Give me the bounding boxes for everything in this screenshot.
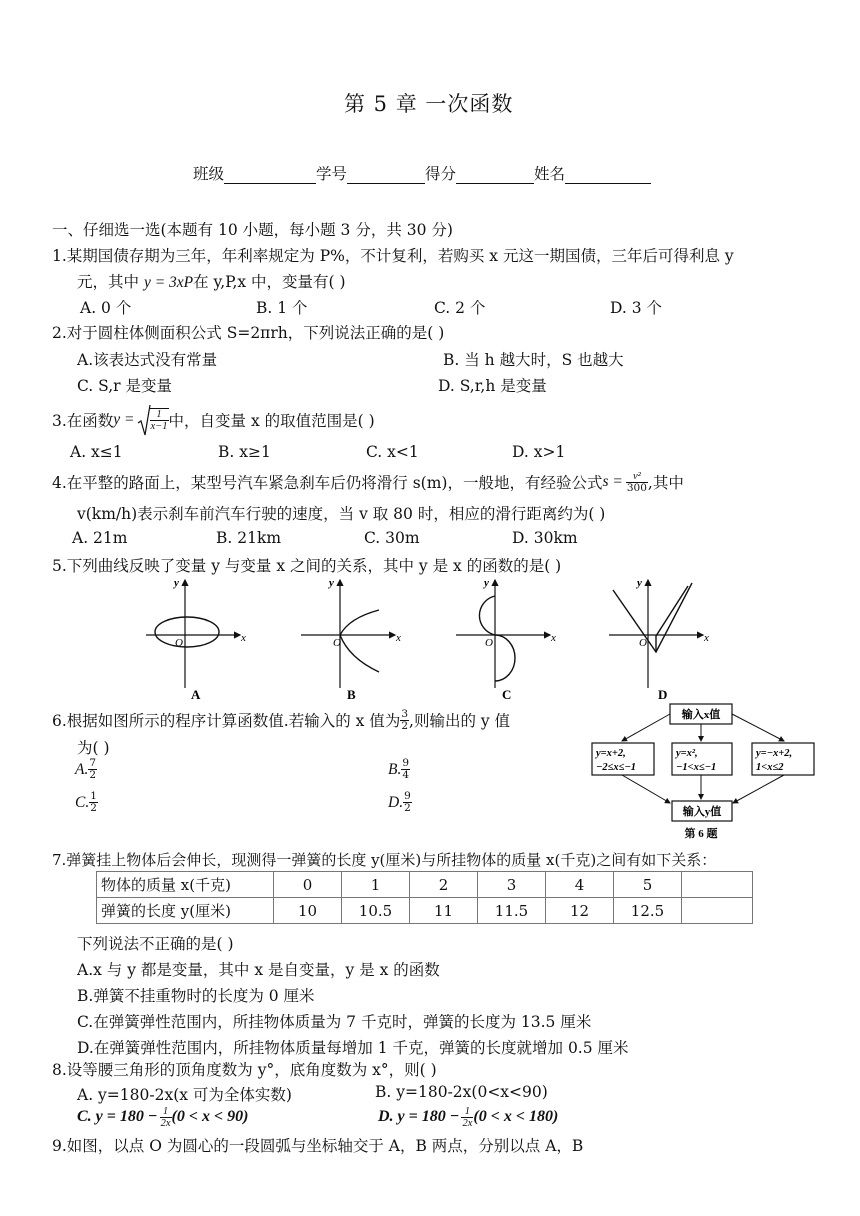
q3-text-a: 3.在函数 <box>52 412 114 430</box>
q8-option-d[interactable] <box>378 1102 558 1132</box>
q4-fraction <box>626 471 648 494</box>
q6-option-b[interactable] <box>388 758 410 781</box>
q5-graph-b[interactable] <box>295 574 410 702</box>
q6-opt-c-den: 2 <box>90 802 97 814</box>
q1-text-a: 元，其中 <box>77 273 144 291</box>
q2-option-d[interactable]: D. S,r,h 是变量 <box>438 377 547 395</box>
q1-line1: 1.某期国债存期为三年，年利率规定为 P%，不计复利，若购买 x 元这一期国债，三年后可得利息 y <box>52 247 734 265</box>
flow-caption: 第 6 题 <box>684 828 718 840</box>
id-blank[interactable] <box>347 167 425 184</box>
q3-stem <box>52 400 375 440</box>
table-cell <box>682 898 753 924</box>
q8-opt-c-frac <box>160 1106 172 1129</box>
q6-opt-a-label: A. <box>75 760 89 778</box>
name-blank[interactable] <box>565 167 651 184</box>
q6-opt-b-den: 4 <box>402 769 410 781</box>
q5-d-origin: O <box>639 637 647 649</box>
q5-a-yaxis-label: y <box>174 577 179 589</box>
q6-opt-c-num: 1 <box>90 790 97 802</box>
q6-input-fraction <box>400 709 409 732</box>
q5-stem: 5.下列曲线反映了变量 y 与变量 x 之间的关系，其中 y 是 x 的函数的是( ) <box>52 557 562 575</box>
q6-opt-d-frac <box>403 791 412 814</box>
table-cell: 12 <box>546 898 614 924</box>
q6-text-b: ,则输出的 y 值 <box>409 712 511 730</box>
q6-line2: 为( ) <box>77 739 110 757</box>
sqrt-symbol <box>137 403 151 437</box>
table-cell: 12.5 <box>614 898 682 924</box>
q6-flowchart <box>588 700 820 842</box>
q4-option-b[interactable]: B. 21km <box>216 529 282 547</box>
table-cell: 2 <box>410 872 478 898</box>
info-line <box>193 162 651 184</box>
q1-option-b[interactable]: B. 1 个 <box>256 299 308 317</box>
q4-text-b: ,其中 <box>647 474 684 492</box>
q3-y: y = <box>113 411 135 428</box>
q8-opt-c-text-b: (0 < x < 90) <box>171 1108 249 1125</box>
table-cell: 3 <box>478 872 546 898</box>
q7-option-a[interactable]: A.x 与 y 都是变量，其中 x 是自变量，y 是 x 的函数 <box>77 961 440 979</box>
q6-opt-d-den: 2 <box>404 802 411 814</box>
q6-opt-b-label: B. <box>388 760 402 778</box>
q8-opt-d-den: 2x <box>462 1117 473 1129</box>
table-cell: 1 <box>342 872 410 898</box>
q2-option-a[interactable]: A.该表达式没有常量 <box>77 351 218 369</box>
q8-opt-c-num: 1 <box>160 1106 172 1118</box>
table-cell: 4 <box>546 872 614 898</box>
q3-fraction-den: x−1 <box>150 421 168 432</box>
q6-opt-a-frac <box>88 758 97 781</box>
table-cell: 0 <box>274 872 342 898</box>
q7-row2-label: 弹簧的长度 y(厘米) <box>97 898 274 924</box>
q6-input-den: 2 <box>401 719 409 732</box>
q4-fraction-num: v² <box>626 471 648 483</box>
q1-line2 <box>77 270 346 292</box>
q5-graph-d[interactable] <box>603 574 718 702</box>
q1-option-d[interactable]: D. 3 个 <box>610 299 663 317</box>
q3-option-b[interactable]: B. x≥1 <box>218 443 271 461</box>
q4-option-a[interactable]: A. 21m <box>72 529 128 547</box>
score-label: 得分 <box>425 165 457 183</box>
q8-stem: 8.设等腰三角形的顶角度数为 y°，底角度数为 x°，则( ) <box>52 1061 437 1079</box>
q5-c-origin: O <box>485 637 493 649</box>
q8-opt-d-text-a: D. y = 180 − <box>378 1108 460 1125</box>
q8-opt-c-text-a: C. y = 180 − <box>77 1108 158 1125</box>
q3-option-a[interactable]: A. x≤1 <box>70 443 123 461</box>
q5-c-xaxis-label: x <box>551 632 556 644</box>
q3-option-d[interactable]: D. x>1 <box>512 443 566 461</box>
q7-prompt: 下列说法不正确的是( ) <box>77 935 234 953</box>
q2-stem: 2.对于圆柱体侧面积公式 S=2πrh，下列说法正确的是( ) <box>52 324 445 342</box>
table-cell: 11 <box>410 898 478 924</box>
q4-option-d[interactable]: D. 30km <box>512 529 578 547</box>
flow-mid-line2: −1<x≤−1 <box>676 762 717 773</box>
q8-option-b[interactable]: B. y=180-2x(0<x<90) <box>375 1083 548 1101</box>
id-label: 学号 <box>316 165 348 183</box>
table-cell: 10.5 <box>342 898 410 924</box>
q2-option-c[interactable]: C. S,r 是变量 <box>77 377 172 395</box>
q8-opt-d-text-b: (0 < x < 180) <box>473 1108 559 1125</box>
q5-c-yaxis-label: y <box>484 577 489 589</box>
q8-opt-c-den: 2x <box>160 1117 171 1129</box>
q5-a-origin: O <box>175 637 183 649</box>
q4-line1 <box>52 466 684 498</box>
table-row <box>97 898 753 924</box>
q6-opt-b-frac <box>401 758 410 781</box>
table-cell <box>682 872 753 898</box>
q1-option-c[interactable]: C. 2 个 <box>434 299 486 317</box>
q4-fraction-den: 300 <box>626 481 647 494</box>
q6-opt-a-den: 2 <box>89 769 97 781</box>
q6-line1 <box>52 704 510 736</box>
q6-option-d[interactable] <box>388 791 412 814</box>
q1-formula: y = 3xP <box>143 274 194 291</box>
name-label: 姓名 <box>534 165 566 183</box>
q8-opt-d-num: 1 <box>461 1106 473 1118</box>
q5-label-a: A <box>191 687 201 702</box>
flow-mid-line1: y=x², <box>676 748 698 759</box>
q4-text-a: 4.在平整的路面上，某型号汽车紧急刹车后仍将滑行 s(m)，一般地，有经验公式 <box>52 474 603 492</box>
q6-opt-d-label: D. <box>388 793 404 811</box>
q6-opt-a-num: 7 <box>89 757 97 769</box>
q6-opt-d-num: 9 <box>404 790 411 802</box>
class-label: 班级 <box>193 165 225 183</box>
q6-option-a[interactable] <box>75 758 97 781</box>
q5-graph-c[interactable] <box>450 574 565 702</box>
table-cell: 5 <box>614 872 682 898</box>
section-heading: 一、仔细选一选(本题有 10 小题，每小题 3 分，共 30 分) <box>52 221 453 239</box>
q5-label-d: D <box>658 687 668 702</box>
q3-option-c[interactable]: C. x<1 <box>366 443 419 461</box>
q8-opt-d-frac <box>461 1106 473 1129</box>
q5-d-xaxis-label: x <box>704 632 709 644</box>
q5-label-c: C <box>502 687 512 702</box>
q7-stem: 7.弹簧挂上物体后会伸长，现测得一弹簧的长度 y(厘米)与所挂物体的质量 x(千克)之间有如下关系： <box>52 851 717 869</box>
q5-label-b: B <box>347 687 356 702</box>
q7-option-b[interactable]: B.弹簧不挂重物时的长度为 0 厘米 <box>77 987 315 1005</box>
q5-b-origin: O <box>333 637 341 649</box>
q3-fraction <box>150 408 169 432</box>
q2-option-b[interactable]: B. 当 h 越大时，S 也越大 <box>443 351 624 369</box>
q5-a-xaxis-label: x <box>241 632 246 644</box>
q4-s: s = <box>602 473 623 490</box>
q1-text-b: 在 y,P,x 中，变量有( ) <box>193 273 346 291</box>
q9-stem: 9.如图，以点 O 为圆心的一段圆弧与坐标轴交于 A，B 两点，分别以点 A，B <box>52 1137 584 1155</box>
flow-input-text: 输入x值 <box>681 709 721 721</box>
flow-right-line1: y=−x+2, <box>756 748 793 759</box>
class-blank[interactable] <box>224 167 316 184</box>
q5-d-yaxis-label: y <box>637 577 642 589</box>
score-blank[interactable] <box>456 167 534 184</box>
q6-option-c[interactable] <box>75 791 98 814</box>
flow-left-line2: −2≤x≤−1 <box>596 762 637 773</box>
q6-opt-c-label: C. <box>75 793 90 811</box>
q7-option-c[interactable]: C.在弹簧弹性范围内，所挂物体质量为 7 千克时，弹簧的长度为 13.5 厘米 <box>77 1013 592 1031</box>
q6-opt-c-frac <box>89 791 98 814</box>
q6-opt-b-num: 9 <box>402 757 410 769</box>
table-cell: 10 <box>274 898 342 924</box>
table-cell: 11.5 <box>478 898 546 924</box>
q3-text-b: 中，自变量 x 的取值范围是( ) <box>168 412 375 430</box>
q4-line2: v(km/h)表示刹车前汽车行驶的速度，当 v 取 80 时，相应的滑行距离约为( ) <box>77 505 606 523</box>
q3-fraction-num: 1 <box>150 409 169 421</box>
q7-table <box>96 871 753 924</box>
q5-graph-a[interactable] <box>140 574 255 702</box>
page-title: 第 5 章 一次函数 <box>344 92 514 116</box>
q1-option-a[interactable]: A. 0 个 <box>80 299 132 317</box>
table-row <box>97 872 753 898</box>
q8-option-a[interactable]: A. y=180-2x(x 可为全体实数) <box>77 1086 292 1104</box>
q5-b-yaxis-label: y <box>329 577 334 589</box>
flow-left-line1: y=x+2, <box>596 748 626 759</box>
q7-row1-label: 物体的质量 x(千克) <box>97 872 274 898</box>
q6-input-num: 3 <box>401 707 409 720</box>
flow-output-text: 输入y值 <box>682 806 722 818</box>
q5-b-xaxis-label: x <box>396 632 401 644</box>
q8-option-c[interactable] <box>77 1102 248 1132</box>
q6-text-a: 6.根据如图所示的程序计算函数值.若输入的 x 值为 <box>52 712 401 730</box>
q4-option-c[interactable]: C. 30m <box>364 529 420 547</box>
flow-right-line2: 1<x≤2 <box>756 762 784 773</box>
q7-option-d[interactable]: D.在弹簧弹性范围内，所挂物体质量每增加 1 千克，弹簧的长度就增加 0.5 厘米 <box>77 1039 629 1057</box>
